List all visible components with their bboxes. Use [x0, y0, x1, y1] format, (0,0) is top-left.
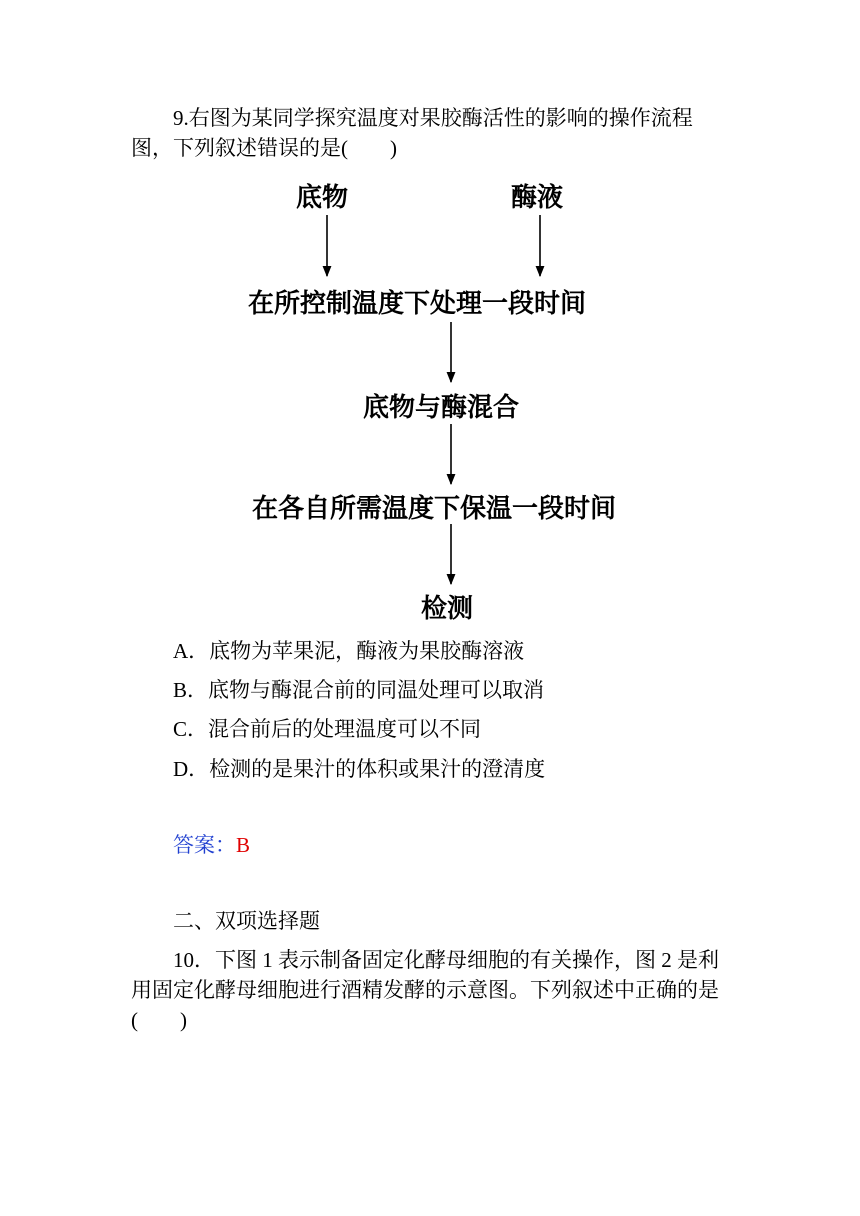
- flow-enzyme: 酶液: [511, 183, 564, 213]
- answer-label: 答案：: [173, 833, 236, 857]
- q10-stem-line2: 用固定化酵母细胞进行酒精发酵的示意图。下列叙述中正确的是: [131, 978, 719, 1002]
- flow-substrate: 底物: [296, 183, 349, 213]
- flow-step-incubate: 在各自所需温度下保温一段时间: [252, 494, 617, 524]
- q10-stem-line1: 10．下图 1 表示制备固定化酵母细胞的有关操作，图 2 是利: [173, 948, 719, 972]
- q9-option-d: D．检测的是果汁的体积或果汁的澄清度: [173, 757, 546, 781]
- q9-option-c: C．混合前后的处理温度可以不同: [173, 717, 482, 741]
- q9-stem-line1: 9.右图为某同学探究温度对果胶酶活性的影响的操作流程: [173, 106, 693, 130]
- q9-option-b: B．底物与酶混合前的同温处理可以取消: [173, 678, 545, 702]
- flow-step-treat: 在所控制温度下处理一段时间: [248, 289, 587, 319]
- q9-answer: [173, 830, 250, 860]
- flow-step-detect: 检测: [421, 594, 474, 624]
- q10-stem-line3: ( ): [131, 1008, 187, 1032]
- section-title: 二、双项选择题: [173, 909, 320, 933]
- q9-stem-line2: 图，下列叙述错误的是( ): [131, 136, 397, 160]
- flow-step-mix: 底物与酶混合: [363, 393, 520, 423]
- q9-option-a: A．底物为苹果泥，酶液为果胶酶溶液: [173, 639, 525, 663]
- answer-value: B: [236, 833, 251, 857]
